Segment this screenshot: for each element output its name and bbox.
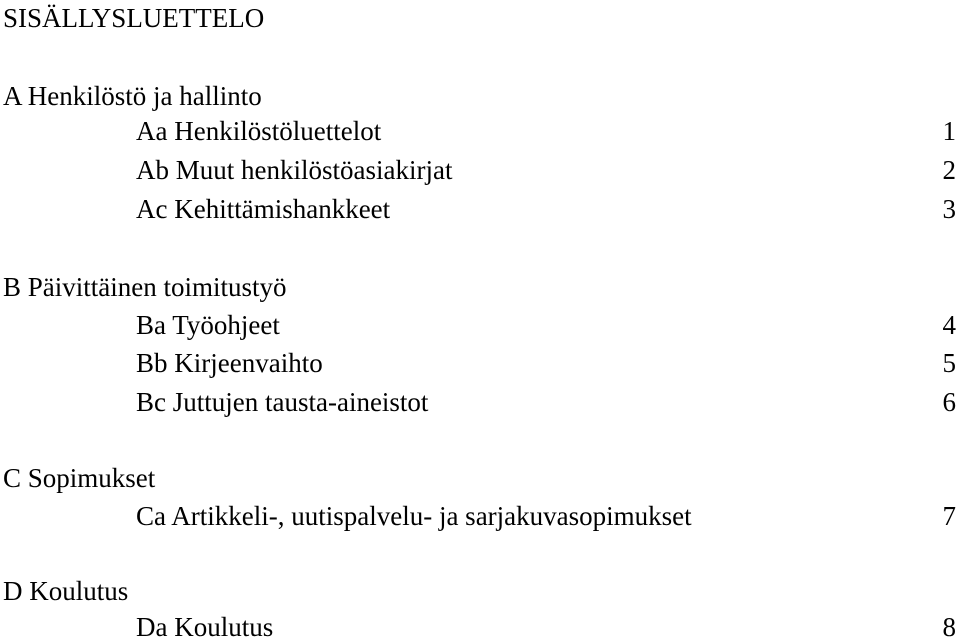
toc-entry-bc	[136, 387, 958, 417]
toc-entry-page: 5	[942, 348, 956, 378]
toc-entry-page: 8	[942, 612, 956, 642]
toc-entry-label: Ac Kehittämishankkeet	[136, 194, 391, 224]
section-heading-a: A Henkilöstö ja hallinto	[3, 81, 262, 111]
section-heading-d: D Koulutus	[3, 576, 129, 606]
toc-entry-aa	[136, 116, 958, 146]
toc-entry-label: Bb Kirjeenvaihto	[136, 348, 323, 378]
toc-entry-label: Aa Henkilöstöluettelot	[136, 116, 382, 146]
toc-entry-label: Ba Työohjeet	[136, 310, 280, 340]
toc-entry-label: Da Koulutus	[136, 612, 274, 642]
page-title: SISÄLLYSLUETTELO	[3, 3, 265, 33]
toc-entry-ca	[136, 501, 958, 531]
toc-entry-ac	[136, 194, 958, 224]
toc-entry-page: 1	[942, 116, 956, 146]
toc-entry-da	[136, 612, 958, 642]
toc-entry-page: 4	[942, 310, 956, 340]
toc-entry-ba	[136, 310, 958, 340]
toc-entry-bb	[136, 348, 958, 378]
toc-entry-ab	[136, 155, 958, 185]
section-heading-b: B Päivittäinen toimitustyö	[3, 272, 287, 302]
toc-entry-page: 2	[942, 155, 956, 185]
toc-entry-page: 7	[942, 501, 956, 531]
toc-entry-page: 6	[942, 387, 956, 417]
toc-entry-page: 3	[942, 194, 956, 224]
toc-entry-label: Ca Artikkeli-, uutispalvelu- ja sarjakuvasopimukset	[136, 501, 692, 531]
toc-entry-label: Bc Juttujen tausta-aineistot	[136, 387, 429, 417]
toc-entry-label: Ab Muut henkilöstöasiakirjat	[136, 155, 453, 185]
section-heading-c: C Sopimukset	[3, 463, 156, 493]
